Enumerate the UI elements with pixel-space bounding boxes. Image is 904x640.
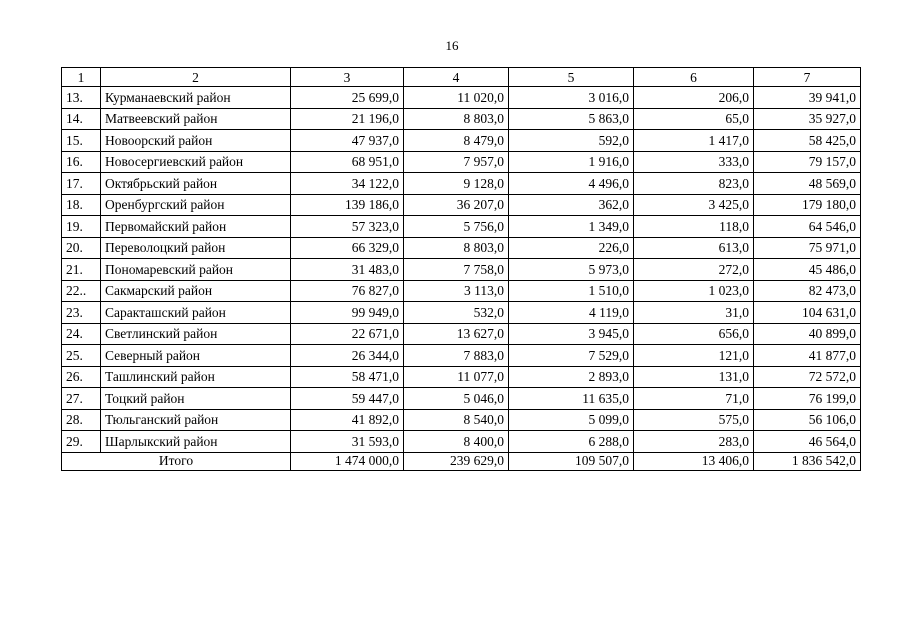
value-cell: 226,0 — [509, 237, 634, 259]
value-cell: 26 344,0 — [291, 345, 404, 367]
value-cell: 22 671,0 — [291, 323, 404, 345]
district-name: Шарлыкский район — [101, 431, 291, 453]
value-cell: 11 635,0 — [509, 388, 634, 410]
total-row — [62, 452, 861, 470]
header-cell: 3 — [291, 68, 404, 87]
district-name: Ташлинский район — [101, 366, 291, 388]
total-value: 109 507,0 — [509, 452, 634, 470]
value-cell: 5 973,0 — [509, 259, 634, 281]
row-number: 22.. — [62, 280, 101, 302]
value-cell: 35 927,0 — [754, 108, 861, 130]
value-cell: 179 180,0 — [754, 194, 861, 216]
value-cell: 48 569,0 — [754, 173, 861, 195]
value-cell: 1 417,0 — [634, 130, 754, 152]
row-number: 17. — [62, 173, 101, 195]
value-cell: 34 122,0 — [291, 173, 404, 195]
value-cell: 39 941,0 — [754, 87, 861, 109]
table-row — [62, 345, 861, 367]
row-number: 16. — [62, 151, 101, 173]
value-cell: 656,0 — [634, 323, 754, 345]
value-cell: 82 473,0 — [754, 280, 861, 302]
value-cell: 283,0 — [634, 431, 754, 453]
total-value: 1 474 000,0 — [291, 452, 404, 470]
district-name: Северный район — [101, 345, 291, 367]
district-table — [61, 67, 861, 471]
value-cell: 79 157,0 — [754, 151, 861, 173]
district-name: Переволоцкий район — [101, 237, 291, 259]
total-value: 13 406,0 — [634, 452, 754, 470]
table-row — [62, 173, 861, 195]
district-name: Первомайский район — [101, 216, 291, 238]
table-row — [62, 280, 861, 302]
table-row — [62, 108, 861, 130]
value-cell: 9 128,0 — [404, 173, 509, 195]
value-cell: 5 756,0 — [404, 216, 509, 238]
total-value: 1 836 542,0 — [754, 452, 861, 470]
value-cell: 4 119,0 — [509, 302, 634, 324]
table-row — [62, 151, 861, 173]
value-cell: 1 349,0 — [509, 216, 634, 238]
value-cell: 272,0 — [634, 259, 754, 281]
row-number: 25. — [62, 345, 101, 367]
row-number: 21. — [62, 259, 101, 281]
value-cell: 36 207,0 — [404, 194, 509, 216]
row-number: 23. — [62, 302, 101, 324]
value-cell: 65,0 — [634, 108, 754, 130]
value-cell: 71,0 — [634, 388, 754, 410]
value-cell: 823,0 — [634, 173, 754, 195]
value-cell: 58 471,0 — [291, 366, 404, 388]
value-cell: 8 479,0 — [404, 130, 509, 152]
total-label: Итого — [62, 452, 291, 470]
value-cell: 5 099,0 — [509, 409, 634, 431]
value-cell: 139 186,0 — [291, 194, 404, 216]
total-value: 239 629,0 — [404, 452, 509, 470]
value-cell: 75 971,0 — [754, 237, 861, 259]
table-row — [62, 323, 861, 345]
header-cell: 6 — [634, 68, 754, 87]
value-cell: 8 803,0 — [404, 237, 509, 259]
value-cell: 59 447,0 — [291, 388, 404, 410]
value-cell: 362,0 — [509, 194, 634, 216]
value-cell: 3 016,0 — [509, 87, 634, 109]
row-number: 26. — [62, 366, 101, 388]
value-cell: 104 631,0 — [754, 302, 861, 324]
value-cell: 31 593,0 — [291, 431, 404, 453]
value-cell: 4 496,0 — [509, 173, 634, 195]
value-cell: 68 951,0 — [291, 151, 404, 173]
row-number: 24. — [62, 323, 101, 345]
value-cell: 3 945,0 — [509, 323, 634, 345]
value-cell: 131,0 — [634, 366, 754, 388]
district-name: Тюльганский район — [101, 409, 291, 431]
district-name: Новосергиевский район — [101, 151, 291, 173]
table-row — [62, 431, 861, 453]
district-name: Тоцкий район — [101, 388, 291, 410]
district-name: Саракташский район — [101, 302, 291, 324]
value-cell: 8 400,0 — [404, 431, 509, 453]
district-name: Октябрьский район — [101, 173, 291, 195]
header-row — [62, 68, 861, 87]
table-row — [62, 87, 861, 109]
value-cell: 40 899,0 — [754, 323, 861, 345]
value-cell: 1 916,0 — [509, 151, 634, 173]
value-cell: 46 564,0 — [754, 431, 861, 453]
value-cell: 45 486,0 — [754, 259, 861, 281]
value-cell: 58 425,0 — [754, 130, 861, 152]
value-cell: 3 113,0 — [404, 280, 509, 302]
row-number: 19. — [62, 216, 101, 238]
row-number: 18. — [62, 194, 101, 216]
row-number: 28. — [62, 409, 101, 431]
value-cell: 1 510,0 — [509, 280, 634, 302]
value-cell: 1 023,0 — [634, 280, 754, 302]
value-cell: 7 529,0 — [509, 345, 634, 367]
value-cell: 41 892,0 — [291, 409, 404, 431]
district-name: Сакмарский район — [101, 280, 291, 302]
table-row — [62, 194, 861, 216]
value-cell: 575,0 — [634, 409, 754, 431]
value-cell: 76 199,0 — [754, 388, 861, 410]
district-name: Пономаревский район — [101, 259, 291, 281]
value-cell: 532,0 — [404, 302, 509, 324]
table-row — [62, 259, 861, 281]
row-number: 13. — [62, 87, 101, 109]
value-cell: 57 323,0 — [291, 216, 404, 238]
value-cell: 11 077,0 — [404, 366, 509, 388]
table-row — [62, 409, 861, 431]
value-cell: 6 288,0 — [509, 431, 634, 453]
value-cell: 333,0 — [634, 151, 754, 173]
value-cell: 7 883,0 — [404, 345, 509, 367]
value-cell: 7 957,0 — [404, 151, 509, 173]
header-cell: 5 — [509, 68, 634, 87]
district-name: Оренбургский район — [101, 194, 291, 216]
row-number: 29. — [62, 431, 101, 453]
value-cell: 11 020,0 — [404, 87, 509, 109]
value-cell: 206,0 — [634, 87, 754, 109]
district-name: Матвеевский район — [101, 108, 291, 130]
value-cell: 64 546,0 — [754, 216, 861, 238]
table-row — [62, 216, 861, 238]
row-number: 20. — [62, 237, 101, 259]
header-cell: 2 — [101, 68, 291, 87]
header-cell: 7 — [754, 68, 861, 87]
value-cell: 47 937,0 — [291, 130, 404, 152]
header-cell: 1 — [62, 68, 101, 87]
table-row — [62, 302, 861, 324]
value-cell: 72 572,0 — [754, 366, 861, 388]
table-row — [62, 130, 861, 152]
value-cell: 66 329,0 — [291, 237, 404, 259]
value-cell: 25 699,0 — [291, 87, 404, 109]
district-name: Светлинский район — [101, 323, 291, 345]
page-number: 16 — [445, 38, 459, 53]
value-cell: 118,0 — [634, 216, 754, 238]
table-row — [62, 237, 861, 259]
value-cell: 56 106,0 — [754, 409, 861, 431]
value-cell: 99 949,0 — [291, 302, 404, 324]
table-row — [62, 366, 861, 388]
value-cell: 2 893,0 — [509, 366, 634, 388]
value-cell: 7 758,0 — [404, 259, 509, 281]
value-cell: 592,0 — [509, 130, 634, 152]
value-cell: 31,0 — [634, 302, 754, 324]
row-number: 27. — [62, 388, 101, 410]
value-cell: 13 627,0 — [404, 323, 509, 345]
table-row — [62, 388, 861, 410]
district-name: Курманаевский район — [101, 87, 291, 109]
value-cell: 5 046,0 — [404, 388, 509, 410]
value-cell: 76 827,0 — [291, 280, 404, 302]
row-number: 14. — [62, 108, 101, 130]
value-cell: 21 196,0 — [291, 108, 404, 130]
value-cell: 613,0 — [634, 237, 754, 259]
value-cell: 5 863,0 — [509, 108, 634, 130]
value-cell: 31 483,0 — [291, 259, 404, 281]
header-cell: 4 — [404, 68, 509, 87]
value-cell: 121,0 — [634, 345, 754, 367]
value-cell: 8 803,0 — [404, 108, 509, 130]
value-cell: 3 425,0 — [634, 194, 754, 216]
value-cell: 8 540,0 — [404, 409, 509, 431]
row-number: 15. — [62, 130, 101, 152]
value-cell: 41 877,0 — [754, 345, 861, 367]
district-name: Новоорский район — [101, 130, 291, 152]
